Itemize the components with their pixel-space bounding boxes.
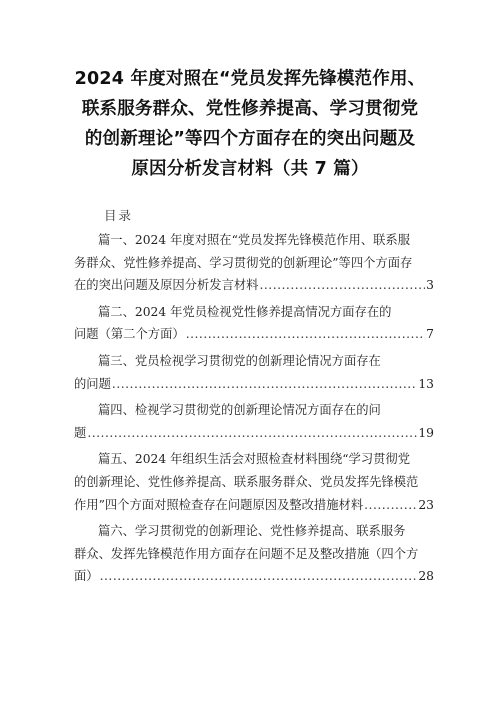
- toc-entry-last-line: [74, 494, 434, 517]
- toc-entry-line: 务群众、党性修养提高、学习贯彻党的创新理论”等四个方面存: [74, 255, 413, 270]
- toc-heading: 目录: [104, 208, 134, 223]
- page-number: 3: [426, 278, 434, 293]
- toc-entry-line: 篇一、2024 年度对照在“党员发挥先锋模范作用、联系服: [98, 233, 411, 247]
- dot-leader: [364, 494, 417, 517]
- title-line: 2024 年度对照在“党员发挥先锋模范作用、: [74, 69, 426, 89]
- toc-entry[interactable]: [74, 399, 434, 444]
- title-line: 原因分析发言材料（共 7 篇）: [131, 159, 369, 179]
- page-number: 13: [418, 376, 434, 391]
- toc-entry[interactable]: [74, 520, 434, 588]
- dot-leader: [186, 323, 425, 346]
- toc-entry-line: 题: [74, 425, 87, 440]
- toc-entry-line: 篇二、2024 年党员检视党性修养提高情况方面存在的: [98, 304, 392, 319]
- toc-entry-last-line: [74, 323, 434, 346]
- dot-leader: [87, 422, 417, 445]
- toc-entry-last-line: [74, 373, 434, 396]
- dot-leader: [112, 373, 417, 396]
- toc-entry-last-line: [74, 274, 434, 297]
- dot-leader: [100, 565, 418, 588]
- toc-entry-last-line: [74, 565, 434, 588]
- toc-entry[interactable]: [74, 350, 434, 395]
- toc-entry[interactable]: [74, 301, 434, 346]
- page-number: 28: [418, 569, 434, 584]
- document-title: [56, 64, 444, 184]
- title-line: 联系服务群众、党性修养提高、学习贯彻党: [81, 99, 419, 119]
- toc-entry-line: 篇四、检视学习贯彻党的创新理论情况方面存在的问: [98, 403, 381, 418]
- page-number: 7: [426, 327, 434, 342]
- toc-entry-last-line: [74, 422, 434, 445]
- toc-entry[interactable]: [74, 229, 434, 297]
- dot-leader: [259, 274, 425, 297]
- toc-entry-line: 的问题: [74, 376, 111, 391]
- page-number: 23: [418, 497, 434, 512]
- toc-entry-line: 群众、发挥先锋模范作用方面存在问题不足及整改措施（四个方: [74, 546, 419, 561]
- toc-entry-line: 在的突出问题及原因分析发言材料: [74, 278, 259, 293]
- page-number: 19: [418, 425, 434, 440]
- title-line: 的创新理论”等四个方面存在的突出问题及: [84, 129, 416, 149]
- toc-entry-line: 问题（第二个方面）: [74, 327, 185, 342]
- toc-entry-line: 篇三、党员检视学习贯彻党的创新理论情况方面存在: [98, 353, 381, 368]
- toc-entry-line: 篇五、2024 年组织生活会对照检查材料围绕“学习贯彻党: [98, 452, 411, 467]
- toc-entry-line: 篇六、学习贯彻党的创新理论、党性修养提高、联系服务: [98, 524, 406, 539]
- toc-entry-line: 面）: [74, 569, 99, 584]
- toc-entry[interactable]: [74, 448, 434, 516]
- toc-entry-line: 作用”四个方面对照检查存在问题原因及整改措施材料: [74, 497, 364, 512]
- table-of-contents: [74, 229, 434, 592]
- toc-entry-line: 的创新理论、党性修养提高、联系服务群众、党员发挥先锋模范: [74, 474, 419, 489]
